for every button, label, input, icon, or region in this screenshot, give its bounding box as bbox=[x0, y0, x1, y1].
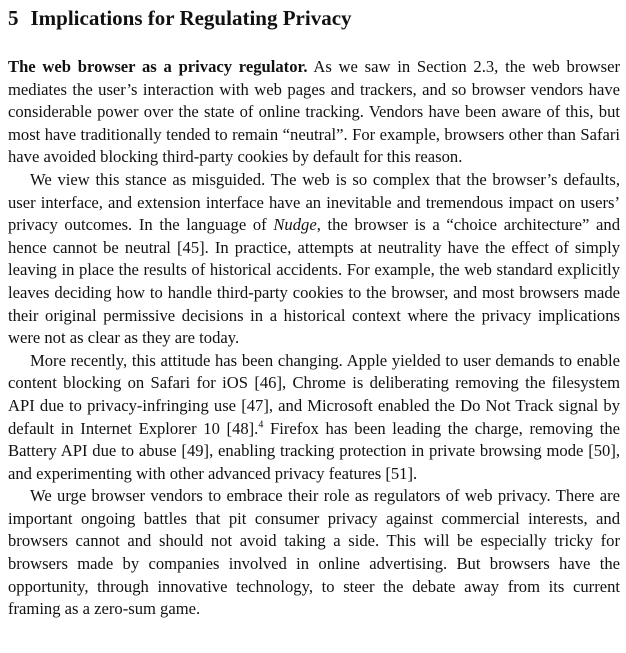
paragraph-3-text-a: More recently, this attitude has been changing. Apple yielded to user demands to enable content blocking on Safari for iOS [46], Chrome is deliberating removing the filesystem API due to privacy-infringing use [47], and Microsoft enabled the Do Not Track signal by default in Internet Explorer 10 [48]. bbox=[8, 350, 620, 438]
paragraph-4-text: We urge browser vendors to embrace their role as regulators of web privacy. There are important ongoing battles that pit consumer privacy against commercial interests, and browsers cannot and should not avoid taking a side. This will be especially tricky for browsers made by companies involved in online advertising. But browsers have the opportunity, through innovative technology, to steer the debate away from its current framing as a zero-sum game. bbox=[8, 486, 620, 619]
paragraph-1 bbox=[8, 56, 620, 169]
paragraph-lead: The web browser as a privacy regulator. bbox=[8, 57, 308, 76]
section-body bbox=[8, 56, 620, 621]
paper-page bbox=[8, 0, 620, 621]
paragraph-1-text: As we saw in Section 2.3, the web browser mediates the user’s interaction with web pages and trackers, and so browser vendors have considerable power over the state of online tracking. Vendors have been aware of this, but most have traditionally tended to remain “neutral”. For example, browsers other than Safari have avoided blocking third-party cookies by default for this reason. bbox=[8, 57, 620, 167]
footnote-marker[interactable]: 4 bbox=[258, 418, 264, 430]
section-heading bbox=[8, 4, 620, 32]
paragraph-3-text-b: Firefox has been leading the charge, removing the Battery API due to abuse [49], enabling tracking protection in private browsing mode [50], and experimenting with other advanced privacy features [51]. bbox=[8, 418, 620, 483]
paragraph-4 bbox=[8, 485, 620, 621]
section-title: Implications for Regulating Privacy bbox=[30, 6, 352, 30]
section-number: 5 bbox=[8, 6, 19, 30]
book-title-nudge: Nudge bbox=[273, 215, 317, 235]
paragraph-2-text-a: We view this stance as misguided. The web is so complex that the browser’s defaults, user interface, and extension interface have an inevitable and tremendous impact on users’ privacy outcomes. In the language of bbox=[8, 169, 620, 235]
paragraph-2-text-b: , the browser is a “choice architecture” and hence cannot be neutral [45]. In practice, attempts at neutrality have the effect of simply leaving in place the results of historical accidents. For example, the web standard explicitly leaves deciding how to handle third-party cookies to the browser, and most browsers made their original permissive decisions in a historical context where the privacy implications were not as clear as they are today. bbox=[8, 215, 620, 348]
paragraph-3 bbox=[8, 350, 620, 486]
paragraph-2 bbox=[8, 169, 620, 350]
